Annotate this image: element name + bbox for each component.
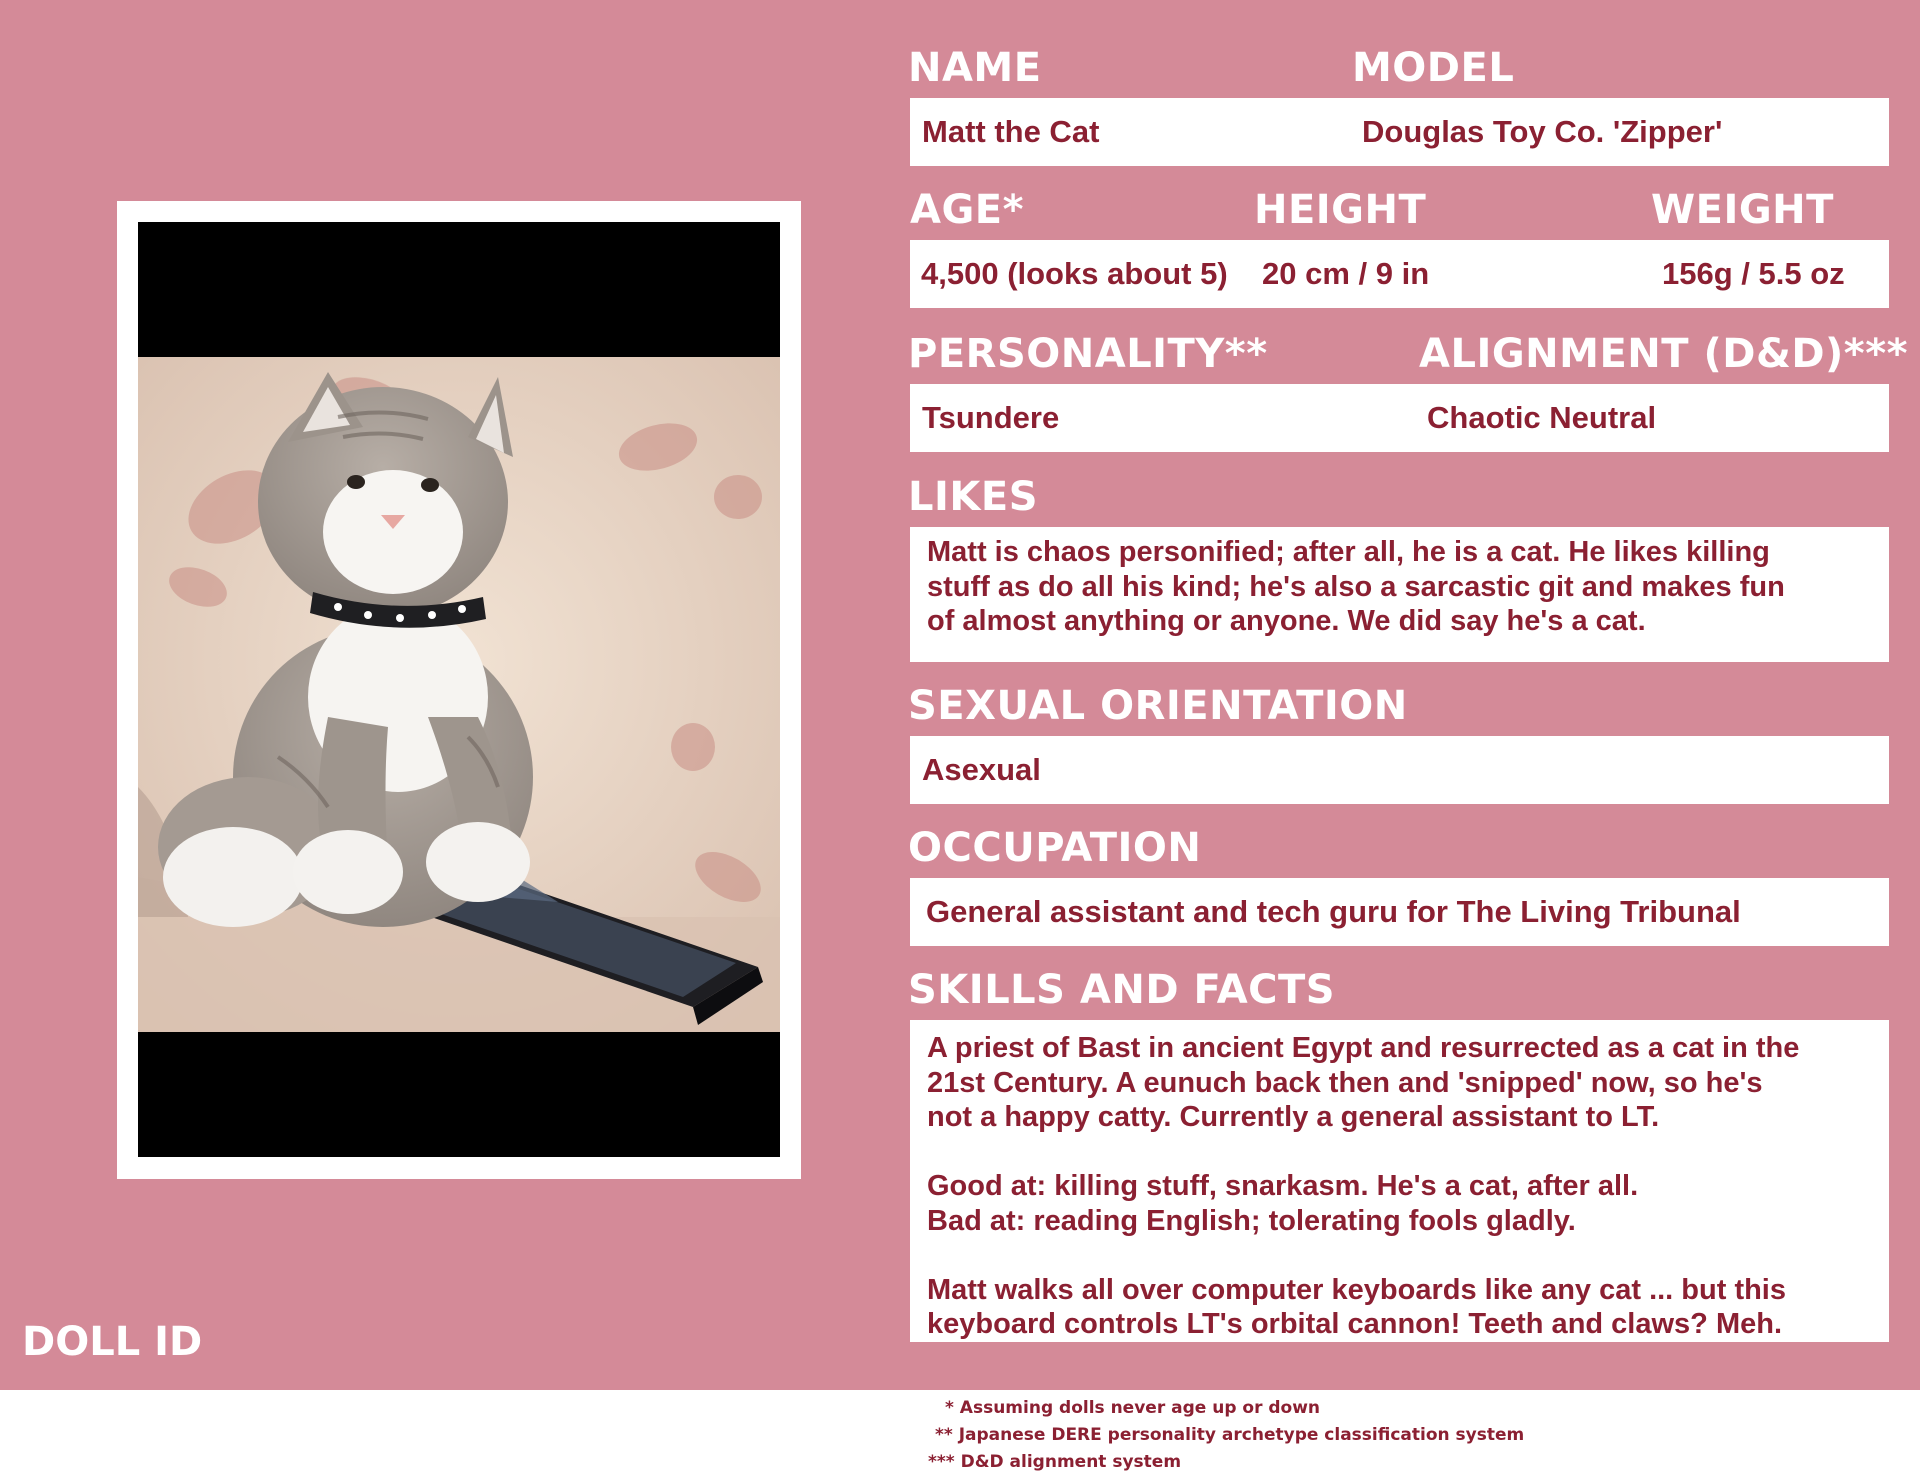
name-model-field bbox=[910, 98, 1889, 166]
occupation-field bbox=[910, 878, 1889, 946]
photo-frame bbox=[117, 201, 801, 1179]
name-label: NAME bbox=[908, 45, 1042, 91]
age-height-weight-field bbox=[910, 240, 1889, 308]
photo-letterbox bbox=[138, 222, 780, 1157]
personality-label: PERSONALITY** bbox=[908, 331, 1268, 377]
height-value: 20 cm / 9 in bbox=[1262, 256, 1430, 291]
footnote-age: * Assuming dolls never age up or down bbox=[945, 1398, 1321, 1418]
likes-label: LIKES bbox=[908, 474, 1038, 520]
orientation-label: SEXUAL ORIENTATION bbox=[908, 683, 1408, 729]
age-label: AGE* bbox=[910, 187, 1025, 233]
weight-value: 156g / 5.5 oz bbox=[1662, 256, 1845, 291]
personality-alignment-field bbox=[910, 384, 1889, 452]
likes-field bbox=[910, 527, 1889, 662]
height-label: HEIGHT bbox=[1254, 187, 1427, 233]
occupation-label: OCCUPATION bbox=[908, 825, 1202, 871]
orientation-field bbox=[910, 736, 1889, 804]
doll-id-title: DOLL ID bbox=[22, 1319, 203, 1365]
weight-label: WEIGHT bbox=[1651, 187, 1834, 233]
age-value: 4,500 (looks about 5) bbox=[921, 256, 1228, 291]
footnote-alignment: *** D&D alignment system bbox=[928, 1452, 1182, 1472]
model-label: MODEL bbox=[1352, 45, 1515, 91]
occupation-value: General assistant and tech guru for The Living Tribunal bbox=[926, 894, 1741, 929]
personality-value: Tsundere bbox=[922, 400, 1060, 435]
model-value: Douglas Toy Co. 'Zipper' bbox=[1362, 114, 1723, 149]
skills-field bbox=[910, 1020, 1889, 1342]
name-value: Matt the Cat bbox=[922, 114, 1100, 149]
skills-label: SKILLS AND FACTS bbox=[908, 967, 1336, 1013]
footnote-personality: ** Japanese DERE personality archetype classification system bbox=[935, 1425, 1525, 1445]
likes-text: Matt is chaos personified; after all, he is a cat. He likes killing stuff as do all his kind; he's also a sarcastic git and makes fun of almost anything or anyone. We did say he's a cat. bbox=[927, 536, 1785, 637]
orientation-value: Asexual bbox=[922, 752, 1041, 787]
plush-cat-photo bbox=[138, 357, 780, 1032]
alignment-label: ALIGNMENT (D&D)*** bbox=[1419, 331, 1909, 377]
alignment-value: Chaotic Neutral bbox=[1427, 400, 1657, 435]
skills-text: A priest of Bast in ancient Egypt and resurrected as a cat in the 21st Century. A eunuch back then and 'snipped' now, so he's not a happy catty. Currently a general assistant to LT. Good at: killing stuff, snarkasm. He's a cat, after all. Bad at: reading English; tolerating fools gladly. Matt walks all over computer keyboards like any cat ... but this keyboard controls LT's orbital cannon! Teeth and claws? Meh. bbox=[927, 1032, 1800, 1340]
